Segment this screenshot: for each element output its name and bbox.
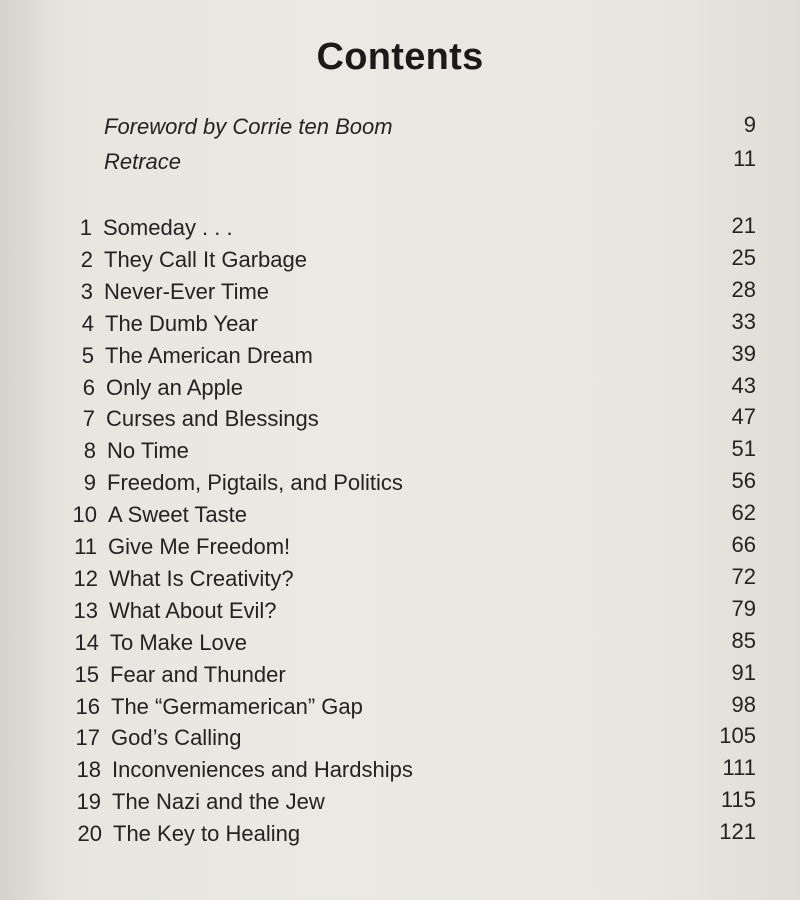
chapter-number: 3: [80, 279, 93, 304]
chapter-title: What Is Creativity?: [109, 566, 294, 591]
chapter-page-number: 33: [731, 309, 756, 334]
chapter-number: 17: [75, 725, 100, 750]
chapter-title: They Call It Garbage: [104, 247, 307, 272]
chapter-title: The Key to Healing: [113, 821, 301, 846]
front-matter-label: Retrace: [104, 149, 182, 174]
chapter-title: Fear and Thunder: [110, 662, 286, 687]
chapter-page-number: 56: [731, 468, 756, 493]
chapter-page-number: 111: [722, 755, 756, 780]
chapter-number: 18: [76, 757, 101, 782]
chapter-number: 19: [76, 789, 101, 814]
chapter-title: The American Dream: [105, 343, 313, 368]
chapter-title: What About Evil?: [109, 598, 277, 623]
chapter-number: 6: [82, 375, 95, 400]
chapter-page-number: 47: [731, 404, 756, 429]
chapter-page-number: 43: [731, 373, 756, 398]
chapter-page-number: 85: [731, 628, 756, 653]
chapter-title: A Sweet Taste: [108, 502, 248, 527]
chapter-title: Give Me Freedom!: [108, 534, 291, 559]
chapter-number: 11: [74, 534, 97, 559]
chapter-page-number: 115: [720, 787, 756, 812]
chapter-title: Curses and Blessings: [106, 406, 319, 431]
chapter-number: 13: [73, 598, 98, 623]
chapter-number: 4: [81, 311, 94, 336]
chapter-number: 1: [79, 215, 92, 240]
chapter-number: 16: [75, 694, 100, 719]
chapter-title: Freedom, Pigtails, and Politics: [107, 470, 403, 495]
chapter-title: Only an Apple: [106, 375, 243, 400]
chapter-page-number: 66: [731, 532, 756, 557]
chapter-title: To Make Love: [110, 630, 247, 655]
chapter-page-number: 91: [731, 660, 756, 685]
chapter-number: 5: [81, 343, 94, 368]
chapter-title: Never-Ever Time: [104, 279, 270, 304]
chapter-title: Inconveniences and Hardships: [112, 757, 413, 782]
page-title: Contents: [316, 36, 484, 78]
chapter-page-number: 21: [731, 213, 756, 238]
chapter-title: No Time: [107, 438, 189, 463]
chapter-title: God’s Calling: [111, 725, 242, 750]
chapter-title: The “Germamerican” Gap: [111, 694, 363, 719]
chapter-page-number: 25: [731, 245, 756, 270]
chapter-page-number: 28: [731, 277, 756, 302]
chapter-title: The Dumb Year: [105, 311, 258, 336]
chapter-number: 20: [77, 821, 102, 846]
chapter-number: 9: [83, 470, 96, 495]
chapter-title: Someday . . .: [103, 215, 233, 240]
chapter-page-number: 105: [719, 723, 756, 748]
front-matter-page: 11: [733, 146, 756, 171]
chapter-number: 8: [83, 438, 96, 463]
chapter-page-number: 79: [731, 596, 756, 621]
chapter-number: 14: [74, 630, 99, 655]
chapter-number: 15: [74, 662, 99, 687]
chapter-page-number: 98: [731, 692, 756, 717]
front-matter-page: 9: [743, 112, 756, 137]
chapter-page-number: 121: [719, 819, 756, 844]
chapter-number: 7: [82, 406, 95, 431]
chapter-title: The Nazi and the Jew: [112, 789, 325, 814]
chapter-page-number: 51: [731, 436, 756, 461]
chapter-page-number: 39: [731, 341, 756, 366]
chapter-number: 2: [80, 247, 93, 272]
chapter-page-number: 62: [731, 500, 756, 525]
chapter-number: 10: [72, 502, 97, 527]
chapter-page-number: 72: [731, 564, 756, 589]
chapter-number: 12: [73, 566, 98, 591]
front-matter-label: Foreword by Corrie ten Boom: [104, 114, 393, 139]
